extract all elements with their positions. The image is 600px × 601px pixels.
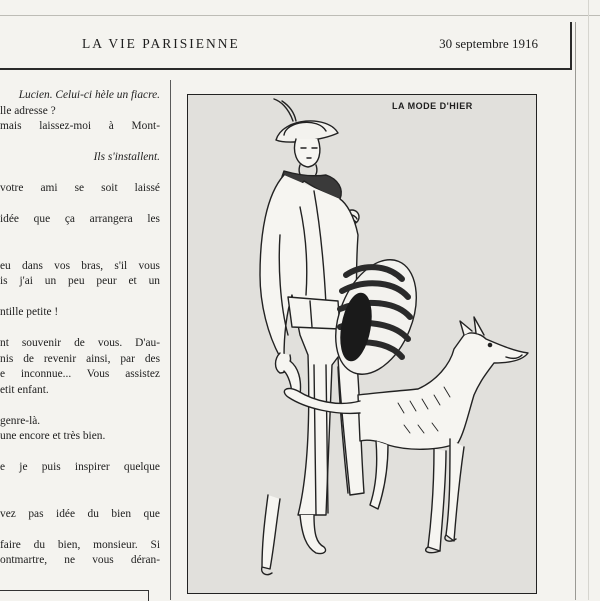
text-line: e inconnue... Vous assistez	[0, 368, 160, 380]
blank-line	[0, 321, 160, 337]
illustration-drawing	[188, 95, 535, 592]
blank-line	[0, 491, 160, 507]
hat	[274, 99, 338, 142]
blank-line	[0, 228, 160, 244]
bottom-frame	[0, 590, 149, 601]
text-line: nis de revenir ainsi, par des	[0, 352, 160, 365]
text-line: Ils s'installent.	[93, 151, 160, 163]
text-line: eu dans vos bras, s'il vous	[0, 259, 160, 272]
blank-line	[0, 243, 160, 259]
blank-line	[0, 445, 160, 461]
blank-line	[0, 135, 160, 151]
text-line: e je puis inspirer quelque	[0, 461, 160, 473]
blank-line	[0, 398, 160, 414]
text-line: ntille petite !	[0, 306, 59, 318]
issue-date: 30 septembre 1916	[439, 36, 538, 51]
text-line: Lucien. Celui-ci hèle un fiacre.	[18, 89, 160, 101]
blank-line	[0, 166, 160, 182]
text-line: faire du bien, monsieur. Si	[0, 538, 160, 551]
text-line: lle adresse ?	[0, 104, 56, 117]
text-line: une encore et très bien.	[0, 430, 106, 442]
blank-line	[0, 522, 160, 538]
top-rule	[0, 15, 600, 16]
text-line: idée que ça arrangera les	[0, 213, 160, 225]
text-line: is j'ai un peu peur et un	[0, 275, 160, 287]
text-line: genre-là.	[0, 414, 41, 427]
text-line: vez pas idée du bien que	[0, 507, 160, 520]
blank-line	[0, 476, 160, 492]
page-header	[0, 22, 572, 70]
blank-line	[0, 197, 160, 213]
face	[295, 139, 320, 177]
right-margin-rule	[575, 22, 576, 600]
blank-line	[0, 290, 160, 306]
article-text-column	[0, 88, 160, 569]
illustration-caption: LA MODE D'HIER	[392, 101, 473, 111]
text-line: etit enfant.	[0, 383, 49, 396]
fashion-illustration	[187, 94, 537, 594]
magazine-title: LA VIE PARISIENNE	[82, 36, 240, 51]
text-line: nt souvenir de vous. D'au-	[0, 337, 160, 349]
text-line: ontmartre, ne vous déran-	[0, 554, 160, 566]
text-line: mais laissez-moi à Mont-	[0, 120, 160, 132]
column-divider	[170, 80, 171, 600]
text-line: votre ami se soit laissé	[0, 182, 160, 194]
page-edge-rule	[588, 0, 589, 600]
